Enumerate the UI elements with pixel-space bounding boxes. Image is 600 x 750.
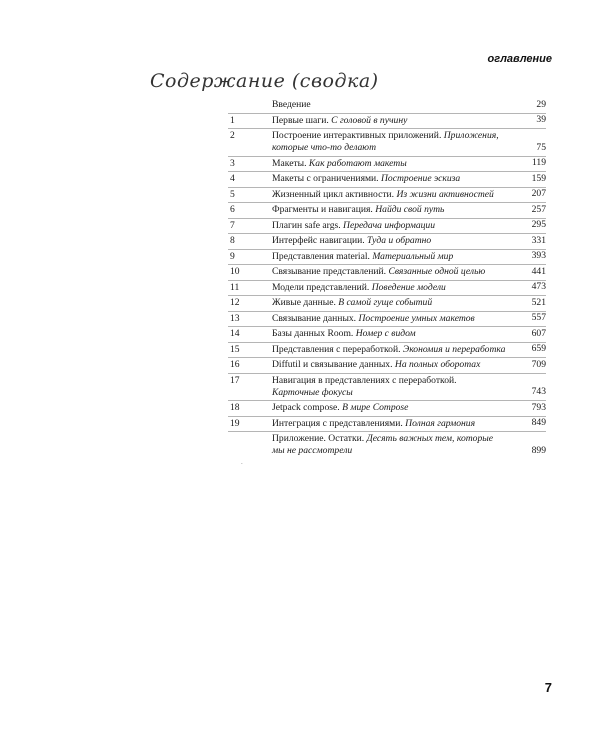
toc-entry-subtitle: Карточные фокусы: [272, 386, 353, 398]
toc-title: Содержание (сводка): [150, 70, 379, 92]
toc-entry-number: 16: [230, 359, 240, 370]
toc-entry: [228, 114, 546, 130]
toc-entry-title: Связывание данных.: [272, 312, 357, 324]
toc-entry-number: 10: [230, 266, 240, 277]
toc-entry-number: 6: [230, 204, 235, 215]
toc-entry: [228, 188, 546, 204]
toc-entry-page: 659: [531, 343, 546, 354]
toc-entry-text: [272, 115, 546, 127]
toc-entry-text: [272, 99, 546, 111]
toc-entry-page: 207: [531, 188, 546, 199]
toc-entry-title: Макеты с ограничениями.: [272, 173, 379, 184]
toc-entry-title: Модели представлений.: [272, 281, 370, 293]
toc-entry-page: 159: [531, 172, 546, 184]
toc-entry-number: 15: [230, 343, 240, 355]
toc-entry-subtitle: Найди свой путь: [375, 204, 445, 215]
toc-entry-page: 393: [531, 250, 546, 261]
toc-entry-text: [272, 266, 546, 278]
toc-entry-title: Фрагменты и навигация.: [272, 204, 373, 215]
toc-entry-number: 14: [230, 328, 240, 339]
toc-entry-subtitle: В самой гуще событий: [338, 297, 433, 308]
toc-entry: [228, 327, 546, 343]
toc-entry: [228, 129, 546, 157]
toc-entry: [228, 343, 546, 359]
toc-entry-page: 607: [531, 327, 546, 339]
toc-entry-text: [272, 189, 546, 201]
toc-entry-subtitle: Построение умных макетов: [358, 312, 475, 324]
toc-entry-title: Навигация в представлениях с переработкой.: [272, 374, 457, 386]
toc-entry-text: [272, 204, 546, 216]
toc-entry-title: Макеты.: [272, 157, 307, 169]
toc-entry-title: Введение: [272, 99, 311, 110]
toc-entry-text: [272, 235, 546, 247]
toc-entry-subtitle: С головой в пучину: [331, 114, 408, 126]
toc-entry-text: [272, 433, 546, 457]
toc-entry-page: 743: [531, 386, 546, 397]
toc-entry-subtitle: Связанные одной целью: [388, 266, 486, 277]
toc-entry: [228, 358, 546, 374]
toc-entry: [228, 432, 546, 459]
toc-entry-number: 18: [230, 402, 240, 413]
toc-entry-title: Приложение. Остатки.: [272, 433, 365, 444]
toc-entry-page: 557: [531, 312, 546, 323]
toc-entry-title: Jetpack compose.: [272, 402, 340, 413]
toc-entry: [228, 98, 546, 114]
toc-entry-number: 5: [230, 188, 235, 200]
toc-entry-page: 473: [531, 281, 546, 292]
toc-entry-subtitle: Построение эскиза: [381, 173, 461, 184]
toc-entry-number: 9: [230, 250, 235, 262]
toc-entry-text: [272, 328, 546, 340]
toc-entry-text: [272, 297, 546, 309]
toc-entry: [228, 250, 546, 266]
toc-entry-text: [272, 158, 546, 170]
toc-entry-title: Первые шаги.: [272, 114, 329, 126]
toc-entry-page: 441: [531, 265, 546, 277]
toc-entry: [228, 417, 546, 433]
toc-entry-text: [272, 375, 546, 399]
toc-entry-text: [272, 173, 546, 185]
toc-entry-title: Diffutil и связывание данных.: [272, 359, 393, 370]
toc-entry-subtitle: Приложения, которые что-то делают: [272, 130, 499, 153]
toc-entry-subtitle: Поведение модели: [371, 281, 446, 293]
toc-entry-subtitle: Из жизни активностей: [396, 188, 494, 200]
toc-entry-page: 899: [531, 444, 546, 456]
toc-entry-title: Интеграция с представлениями.: [272, 417, 403, 429]
toc-entry-number: 7: [230, 219, 235, 231]
toc-list: [228, 98, 546, 459]
toc-entry-text: [272, 282, 546, 294]
toc-entry-page: 39: [536, 114, 546, 125]
toc-entry: [228, 219, 546, 235]
toc-entry-title: Интерфейс навигации.: [272, 235, 365, 246]
toc-entry-page: 849: [531, 417, 546, 428]
toc-entry-page: 257: [531, 203, 546, 215]
toc-entry-title: Представления с переработкой.: [272, 343, 401, 355]
toc-entry-subtitle: Материальный мир: [372, 250, 454, 262]
toc-entry-number: 8: [230, 235, 235, 246]
toc-entry-title: Связывание представлений.: [272, 266, 387, 277]
toc-entry-number: 19: [230, 417, 240, 429]
toc-entry-subtitle: На полных оборотах: [394, 359, 481, 370]
toc-entry-subtitle: Полная гармония: [405, 417, 476, 429]
toc-entry-number: 11: [230, 281, 240, 293]
toc-entry-subtitle: Десять важных тем, которые мы не рассмотрели: [272, 433, 494, 456]
toc-entry-page: 709: [531, 358, 546, 370]
toc-entry: [228, 374, 546, 402]
toc-entry-number: 17: [230, 374, 240, 386]
toc-entry-title: Плагин safe args.: [272, 219, 341, 231]
toc-entry: [228, 312, 546, 328]
toc-entry-subtitle: В мире Compose: [342, 402, 409, 413]
toc-entry-page: 521: [531, 296, 546, 308]
toc-entry: [228, 172, 546, 188]
section-label: оглавление: [487, 53, 552, 65]
toc-entry-text: [272, 344, 546, 356]
toc-entry: [228, 203, 546, 219]
toc-entry-number: 1: [230, 114, 235, 126]
toc-entry-page: 331: [531, 234, 546, 246]
toc-entry-page: 119: [531, 157, 546, 168]
toc-entry-title: Базы данных Room.: [272, 328, 354, 339]
toc-entry: [228, 296, 546, 312]
toc-entry-subtitle: Передача информации: [343, 219, 436, 231]
toc-entry: [228, 281, 546, 297]
toc-entry-text: [272, 130, 546, 154]
toc-entry-page: 75: [536, 141, 546, 153]
toc-entry-text: [272, 313, 546, 325]
toc-entry-title: Построение интерактивных приложений.: [272, 130, 442, 141]
toc-entry-subtitle: Номер с видом: [355, 328, 416, 339]
toc-entry-page: 295: [531, 219, 546, 230]
toc-entry-text: [272, 418, 546, 430]
toc-entry-text: [272, 220, 546, 232]
toc-entry-number: 3: [230, 157, 235, 169]
toc-entry: [228, 234, 546, 250]
toc-entry: [228, 157, 546, 173]
toc-entry-text: [272, 251, 546, 263]
toc-entry-text: [272, 359, 546, 371]
toc-entry-text: [272, 402, 546, 414]
toc-entry-page: 793: [531, 401, 546, 413]
toc-entry-title: Живые данные.: [272, 297, 336, 308]
toc-entry-number: 13: [230, 312, 240, 324]
toc-entry-title: Представления material.: [272, 250, 370, 262]
toc-entry: [228, 401, 546, 417]
toc-entry-subtitle: Как работают макеты: [308, 157, 407, 169]
toc-entry-title: Жизненный цикл активности.: [272, 188, 395, 200]
toc-entry-number: 2: [230, 130, 235, 141]
toc-entry-subtitle: Экономия и переработка: [402, 343, 506, 355]
page-number: 7: [544, 680, 552, 695]
dot-mark: .: [241, 458, 243, 466]
toc-entry-number: 4: [230, 173, 235, 184]
toc-entry-subtitle: Туда и обратно: [367, 235, 432, 246]
toc-entry-number: 12: [230, 297, 240, 308]
toc-entry: [228, 265, 546, 281]
toc-entry-page: 29: [536, 98, 546, 110]
